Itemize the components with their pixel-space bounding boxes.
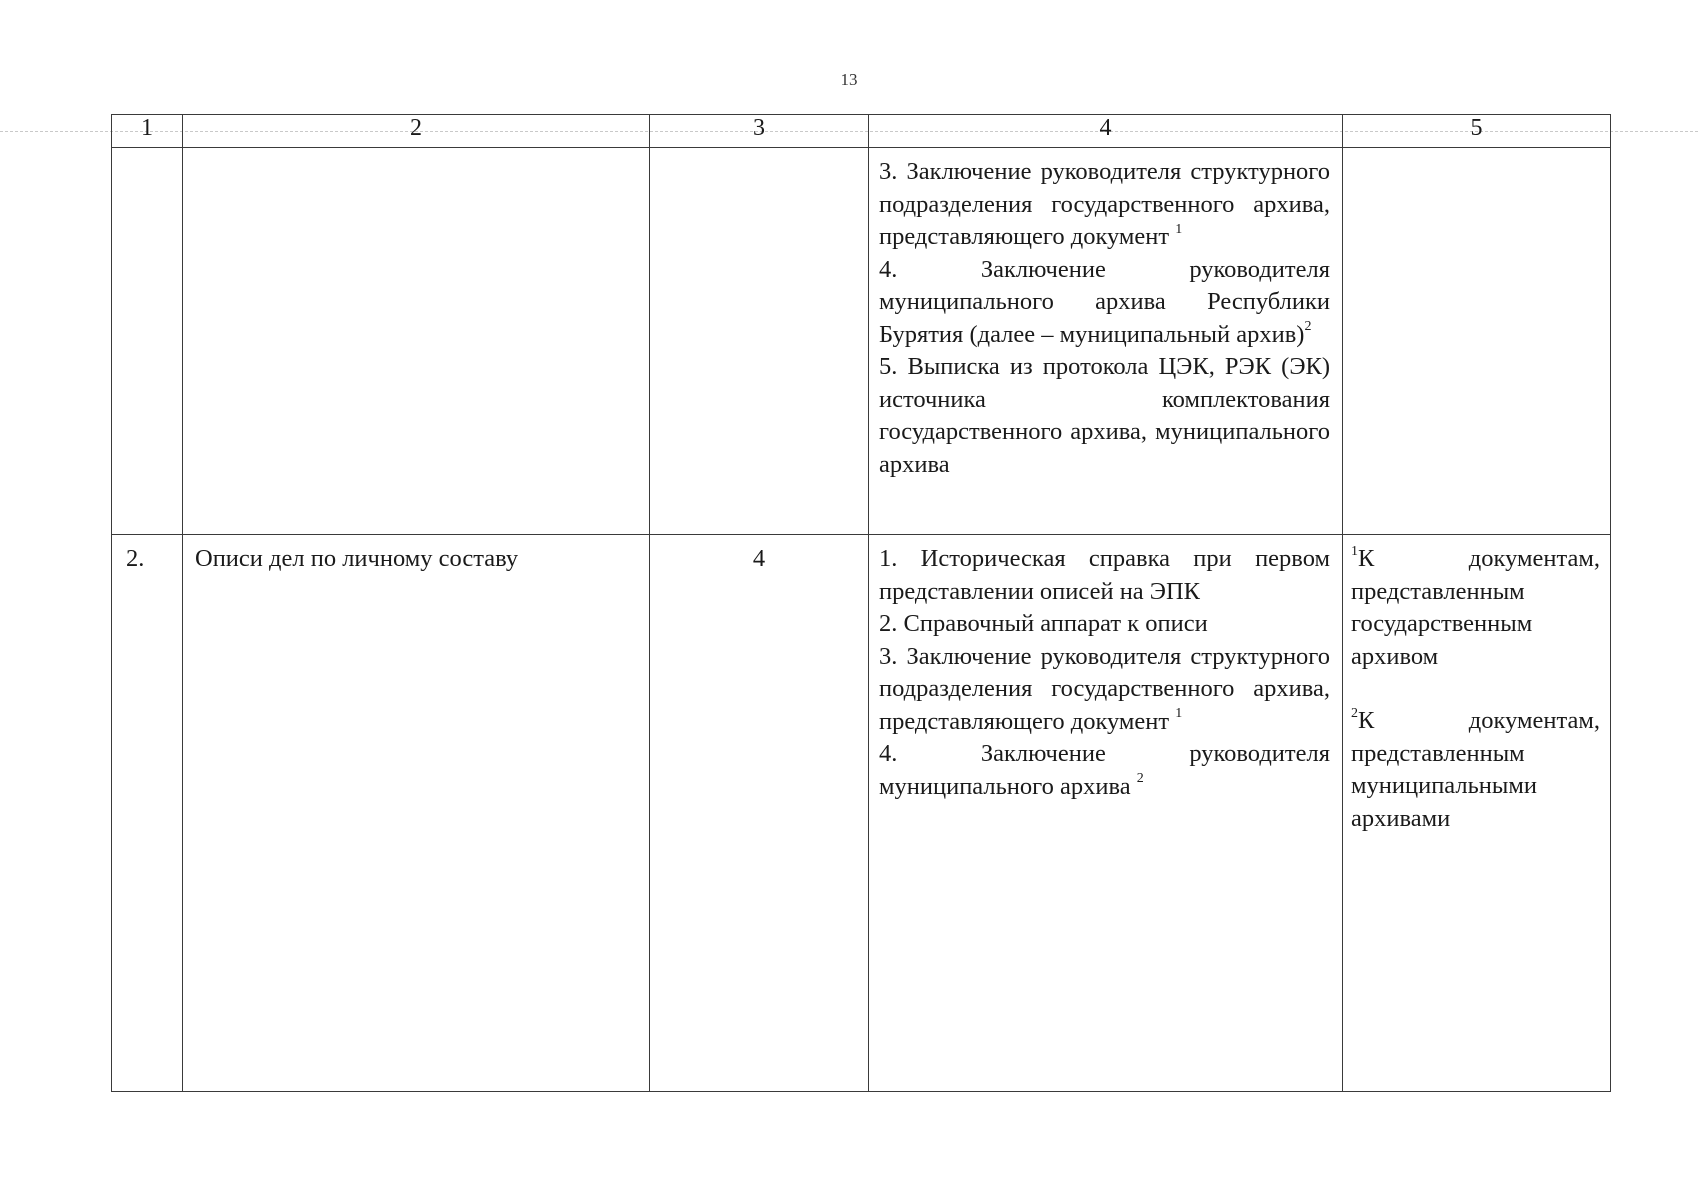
header-col-3: 3 (650, 115, 869, 148)
footnote-note: $^1$К документам, представленным государственным архивом (1351, 543, 1600, 670)
required-document-item: 5. Выписка из протокола ЦЭК, РЭК (ЭК) источника комплектования государственного архива, муниципального архива (879, 353, 1330, 478)
required-document-item: 1. Историческая справка при первом представлении описей на ЭПК (879, 545, 1330, 605)
footnote-marker: 2 (1136, 771, 1144, 787)
document-type-cell (183, 148, 650, 535)
required-documents-cell (869, 535, 1343, 1092)
quantity-cell (650, 535, 869, 1092)
row-number-cell (112, 148, 183, 535)
table-header-row (112, 115, 1611, 148)
footnote-marker: 1 (1351, 543, 1358, 559)
table-row (112, 535, 1611, 1092)
notes-cell (1343, 148, 1611, 535)
notes-cell (1343, 535, 1611, 1092)
page-number: 13 (840, 70, 858, 89)
footnote-note: $^2$К документам, представленным муниципальными архивами (1351, 705, 1600, 832)
required-document-item: 3. Заключение руководителя структурного подразделения государственного архива, представляющего документ $^1$ (879, 158, 1330, 250)
footnote-marker: 1 (1175, 221, 1183, 237)
quantity-cell (650, 148, 869, 535)
header-col-2: 2 (183, 115, 650, 148)
document-type-cell (183, 535, 650, 1092)
quantity (650, 148, 868, 156)
document-type: Описи дел по личному составу (195, 545, 519, 572)
header-col-4: 4 (869, 115, 1343, 148)
document-table (111, 114, 1611, 1092)
footnote-marker: 1 (1175, 706, 1183, 722)
header-col-5: 5 (1343, 115, 1611, 148)
document-type (183, 148, 649, 156)
table-row (112, 148, 1611, 535)
required-documents-cell (869, 148, 1343, 535)
row-number: 2. (126, 545, 145, 572)
required-document-item: 2. Справочный аппарат к описи (879, 610, 1208, 637)
quantity: 4 (752, 545, 766, 572)
note-spacer (1351, 673, 1600, 705)
footnote-marker: 2 (1351, 705, 1358, 721)
required-document-item: 3. Заключение руководителя структурного подразделения государственного архива, представляющего документ $^1$ (879, 642, 1330, 735)
row-number-cell (112, 535, 183, 1092)
footnote-marker: 2 (1304, 319, 1312, 335)
required-document-item: 4. Заключение руководителя муниципального архива Республики Бурятия (далее – муниципальный архив)$^2$ (879, 255, 1330, 348)
row-number (112, 148, 182, 156)
required-document-item: 4. Заключение руководителя муниципального архива $^2$ (879, 740, 1330, 800)
header-col-1: 1 (112, 115, 183, 148)
